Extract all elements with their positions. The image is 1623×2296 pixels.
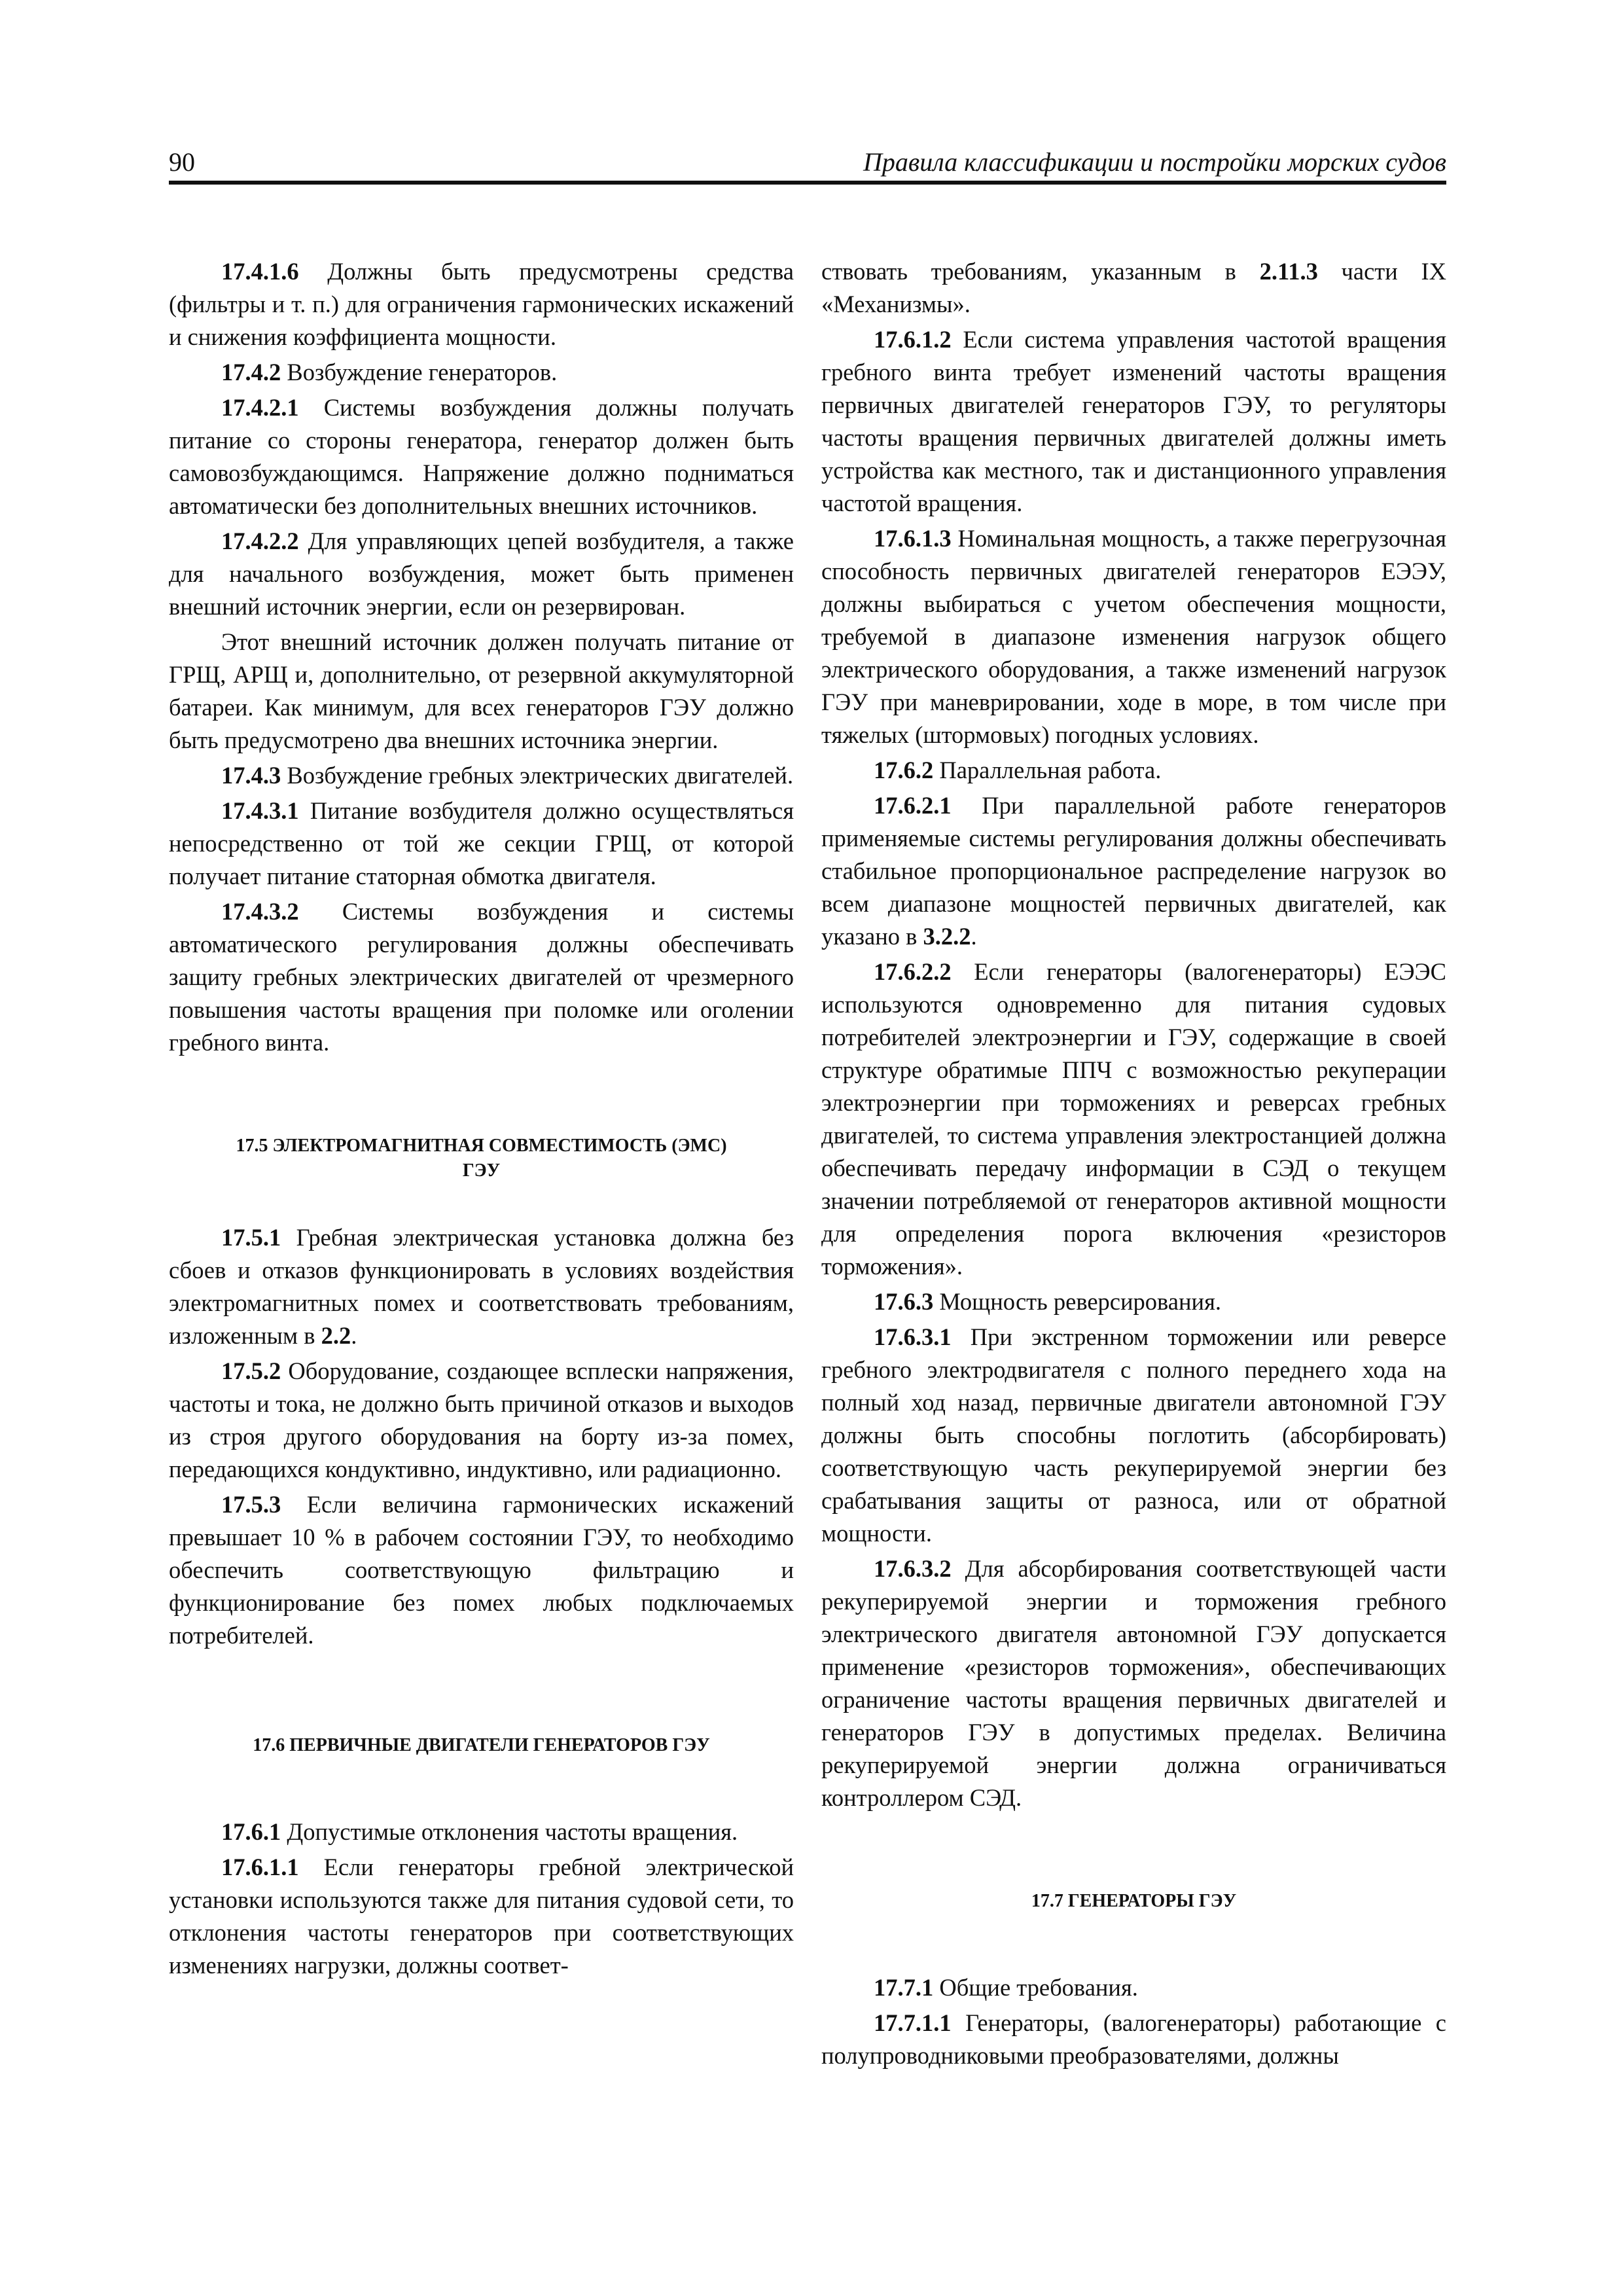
paragraph-external-source: Этот внешний источник должен получать питание от ГРЩ, АРЩ и, дополнительно, от резервной аккумуляторной батареи. Как минимум, для всех генераторов ГЭУ должно быть предусмотрено два внешних источника энергии. [169,628,794,753]
section-title-17-6: 17.6 ПЕРВИЧНЫЕ ДВИГАТЕЛИ ГЕНЕРАТОРОВ ГЭУ [253,1735,710,1755]
paragraph-text: части IX «Механизмы». [821,258,1446,317]
cross-reference: 2.2 [321,1322,351,1349]
paragraph-text: Номинальная мощность, а также перегрузочная способность первичных двигателей генераторов ЕЭЭУ, должны выбираться с учетом обеспечения мощности, требуемой в диапазоне изменения нагрузок общего электрического оборудования, а также изменений нагрузок ГЭУ при маневрировании, ходе в море, в том числе при тяжелых (штормовых) погодных условиях. [821,525,1446,748]
clause-number: 17.6.1.1 [221,1854,299,1880]
paragraph-text: Оборудование, создающее всплески напряжения, частоты и тока, не должно быть причиной отказов и выходов из строя другого оборудования на борту из-за помех, передающихся кондуктивно, индуктивно, или радиационно. [169,1357,794,1482]
paragraph-17-6-2-1 [821,789,1446,953]
paragraph-17-6-2-2 [821,956,1446,1283]
clause-number: 17.6.3.2 [874,1555,952,1582]
heading-17-6-1 [169,1816,794,1848]
paragraph-continuation [821,255,1446,321]
paragraph-text: Гребная электрическая установка должна без сбоев и отказов функционировать в условиях воздействия электромагнитных помех и соответствовать требованиям, изложенным в [169,1224,794,1349]
spacer [169,1062,794,1134]
clause-number: 17.7.1.1 [874,2009,952,2036]
clause-number: 17.5.2 [221,1357,281,1384]
clause-number: 17.5.3 [221,1491,281,1518]
clause-number: 17.6.1 [221,1818,281,1845]
running-title: Правила классификации и постройки морских судов [863,147,1446,177]
paragraph-17-6-1-3 [821,522,1446,751]
section-title-17-5 [169,1134,794,1183]
spacer [169,1183,794,1221]
paragraph-text: Для абсорбирования соответствующей части рекуперируемой энергии и торможения гребного электрического двигателя автономной ГЭУ допускается применение «резисторов торможения», обеспечивающих ограничение частоты вращения первичных двигателей и генераторов ГЭУ в допустимых пределах. Величина рекуперируемой энергии должна ограничиваться контроллером СЭД. [821,1555,1446,1811]
paragraph-text: Питание возбудителя должно осуществляться непосредственно от той же секции ГРЩ, от которой получает питание статорная обмотка двигателя. [169,797,794,889]
paragraph-text: Для управляющих цепей возбудителя, а также для начального возбуждения, может быть применен внешний источник энергии, если он резервирован. [169,528,794,620]
paragraph-17-5-2 [169,1355,794,1486]
paragraph-text: Допустимые отклонения частоты вращения. [281,1818,738,1845]
clause-number: 17.4.3.2 [221,898,299,925]
heading-17-7-1 [821,1971,1446,2004]
paragraph-text: Если система управления частотой вращения гребного винта требует изменений частоты вращения первичных двигателей генераторов ГЭУ, то регуляторы частоты вращения первичных двигателей должны иметь устройства как местного, так и дистанционного управления частотой вращения. [821,326,1446,516]
heading-17-4-2 [169,356,794,389]
paragraph-17-6-3-1 [821,1321,1446,1550]
paragraph-text: Генераторы, (валогенераторы) работающие с полупроводниковыми преобразователями, должны [821,2009,1446,2069]
clause-number: 17.4.1.6 [221,258,299,285]
paragraph-text: Мощность реверсирования. [933,1288,1221,1315]
paragraph-text: ствовать требованиям, указанным в [821,258,1260,285]
page-header [169,145,1446,185]
clause-number: 17.7.1 [874,1974,934,2001]
section-title-line: ГЭУ [462,1160,501,1181]
clause-number: 17.4.2.2 [221,528,299,554]
paragraph-text: Системы возбуждения должны получать питание со стороны генератора, генератор должен быть самовозбуждающимся. Напряжение должно подниматься автоматически без дополнительных внешних источников. [169,394,794,519]
paragraph-17-6-3-2 [821,1552,1446,1814]
heading-17-6-2 [821,754,1446,787]
page-number: 90 [169,147,195,177]
clause-number: 17.6.2.2 [874,958,952,985]
paragraph-17-6-1-2 [821,323,1446,520]
paragraph-17-4-2-1 [169,391,794,522]
paragraph-text: Общие требования. [933,1974,1138,2001]
paragraph-text: Если генераторы гребной электрической установки используются также для питания судовой сети, то отклонения частоты генераторов при соответствующих изменениях нагрузки, должны соответ- [169,1854,794,1979]
clause-number: 17.6.3 [874,1288,934,1315]
paragraph-17-4-3-2 [169,895,794,1059]
cross-reference: 2.11.3 [1259,258,1318,285]
paragraph-17-4-2-2 [169,525,794,623]
paragraph-text: Возбуждение генераторов. [281,359,558,386]
paragraph-text: Если величина гармонических искажений превышает 10 % в рабочем состоянии ГЭУ, то необходимо обеспечить соответствующую фильтрацию и функционирование без помех любых подключаемых потребителей. [169,1491,794,1649]
clause-number: 17.5.1 [221,1224,281,1251]
spacer [821,1817,1446,1889]
cross-reference: 3.2.2 [923,923,971,950]
paragraph-17-5-1 [169,1221,794,1352]
spacer [169,1655,794,1733]
paragraph-17-6-1-1 [169,1851,794,1982]
clause-number: 17.4.3 [221,762,281,789]
section-title-line: 17.5 ЭЛЕКТРОМАГНИТНАЯ СОВМЕСТИМОСТЬ (ЭМС) [236,1136,727,1156]
clause-number: 17.6.2.1 [874,792,952,819]
clause-number: 17.4.3.1 [221,797,299,824]
paragraph-text: Должны быть предусмотрены средства (фильтры и т. п.) для ограничения гармонических искажений и снижения коэффициента мощности. [169,258,794,350]
paragraph-17-4-3-1 [169,795,794,893]
paragraph-17-4-1-6 [169,255,794,353]
paragraph-text: При экстренном торможении или реверсе гребного электродвигателя с полного переднего хода на полный ход назад, первичные двигатели автономной ГЭУ должны быть способны поглотить (абсорбировать) соответствующую часть рекуперируемой энергии без срабатывания защиты от разноса, или от обратной мощности. [821,1323,1446,1547]
clause-number: 17.6.1.2 [874,326,952,353]
paragraph-17-7-1-1 [821,2007,1446,2072]
paragraph-17-5-3 [169,1488,794,1652]
clause-number: 17.6.3.1 [874,1323,952,1350]
heading-17-4-3 [169,759,794,792]
paragraph-text: . [351,1322,357,1349]
clause-number: 17.6.1.3 [874,525,952,552]
spacer [169,1758,794,1816]
heading-17-6-3 [821,1285,1446,1318]
paragraph-text: При параллельной работе генераторов применяемые системы регулирования должны обеспечивать стабильное пропорциональное распределение нагрузок во всем диапазоне мощностей первичных двигателей, как указано в [821,792,1446,950]
clause-number: 17.4.2.1 [221,394,299,421]
clause-number: 17.6.2 [874,757,934,783]
paragraph-text: Параллельная работа. [933,757,1162,783]
right-column [821,255,1446,2075]
section-title-17-7: 17.7 ГЕНЕРАТОРЫ ГЭУ [1031,1891,1237,1911]
paragraph-text: Если генераторы (валогенераторы) ЕЭЭС используются одновременно для питания судовых потребителей электроэнергии и ГЭУ, содержащие в своей структуре обратимые ППЧ с возможностью рекуперации электроэнергии при торможениях и реверсах гребных двигателей, то система управления электростанцией должна обеспечивать передачу информации в СЭД о текущем значении потребляемой от генераторов активной мощности для определения порога включения «резисторов торможения». [821,958,1446,1280]
spacer [821,1914,1446,1971]
clause-number: 17.4.2 [221,359,281,386]
left-column [169,255,794,1984]
paragraph-text: Возбуждение гребных электрических двигателей. [281,762,794,789]
paragraph-text: . [971,923,977,950]
paragraph-text: Системы возбуждения и системы автоматического регулирования должны обеспечивать защиту гребных электрических двигателей от чрезмерного повышения частоты вращения при поломке или оголении гребного винта. [169,898,794,1056]
